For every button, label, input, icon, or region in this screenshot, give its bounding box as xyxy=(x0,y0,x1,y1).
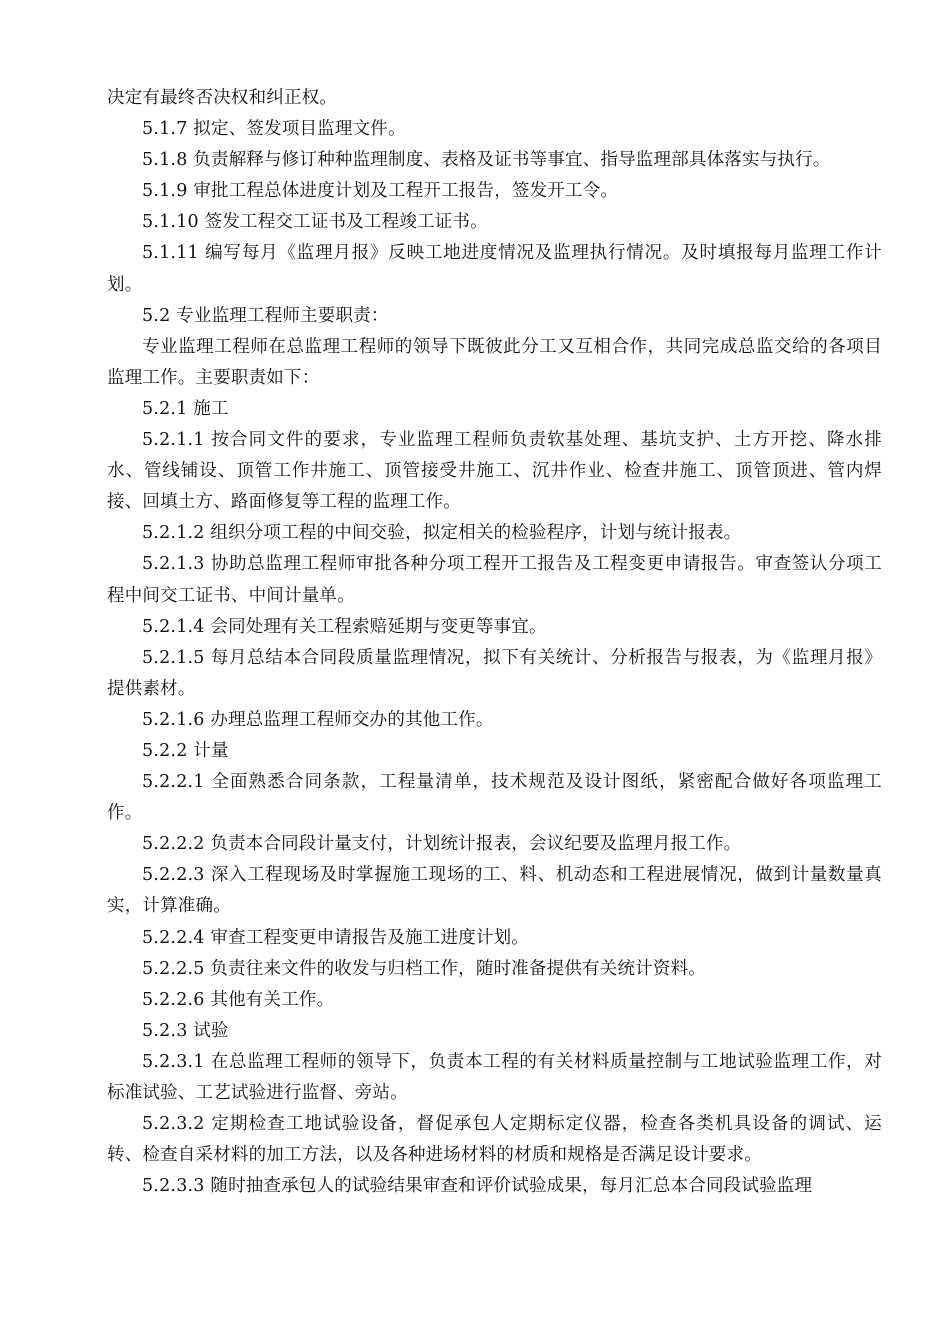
paragraph: 5.2.1.2 组织分项工程的中间交验，拟定相关的检验程序，计划与统计报表。 xyxy=(142,523,742,544)
paragraph: 5.2.1.1 按合同文件的要求，专业监理工程师负责软基处理、基坑支护、土方开挖、降水排水、管线铺设、顶管工作井施工、顶管接受井施工、沉井作业、检查井施工、顶管顶进、管内焊接、回填土方、路面修复等工程的监理工作。 xyxy=(107,430,882,513)
section-heading: 5.2.3 试验 xyxy=(142,1020,229,1041)
paragraph: 决定有最终否决权和纠正权。 xyxy=(107,88,338,108)
paragraph: 5.2.3.1 在总监理工程师的领导下，负责本工程的有关材料质量控制与工地试验监理工作，对标准试验、工艺试验进行监督、旁站。 xyxy=(107,1051,882,1103)
paragraph: 5.2.1.6 办理总监理工程师交办的其他工作。 xyxy=(142,709,494,730)
paragraph: 5.2.2.5 负责往来文件的收发与归档工作，随时准备提供有关统计资料。 xyxy=(142,958,706,979)
paragraph: 5.1.10 签发工程交工证书及工程竣工证书。 xyxy=(142,212,488,233)
paragraph: 专业监理工程师在总监理工程师的领导下既彼此分工又互相合作，共同完成总监交给的各项目监理工作。主要职责如下： xyxy=(107,336,882,388)
document-body xyxy=(107,83,882,1202)
paragraph: 5.1.9 审批工程总体进度计划及工程开工报告，签发开工令。 xyxy=(142,181,619,202)
paragraph: 5.2.1.4 会同处理有关工程索赔延期与变更等事宜。 xyxy=(142,616,547,637)
paragraph: 5.2.3.3 随时抽查承包人的试验结果审查和评价试验成果，每月汇总本合同段试验监理 xyxy=(142,1176,813,1197)
paragraph: 5.1.11 编写每月《监理月报》反映工地进度情况及监理执行情况。及时填报每月监理工作计划。 xyxy=(107,243,882,295)
section-heading: 5.2.2 计量 xyxy=(142,740,229,761)
paragraph: 5.2.2.6 其他有关工作。 xyxy=(142,989,335,1010)
paragraph: 5.2.3.2 定期检查工地试验设备，督促承包人定期标定仪器，检查各类机具设备的调试、运转、检查自采材料的加工方法，以及各种进场材料的材质和规格是否满足设计要求。 xyxy=(107,1114,882,1166)
section-heading: 5.2 专业监理工程师主要职责： xyxy=(142,305,389,326)
paragraph: 5.2.2.1 全面熟悉合同条款，工程量清单，技术规范及设计图纸，紧密配合做好各项监理工作。 xyxy=(107,772,882,824)
paragraph: 5.2.1.3 协助总监理工程师审批各种分项工程开工报告及工程变更申请报告。审查签认分项工程中间交工证书、中间计量单。 xyxy=(107,554,882,606)
section-heading: 5.2.1 施工 xyxy=(142,398,229,419)
paragraph: 5.2.2.2 负责本合同段计量支付，计划统计报表，会议纪要及监理月报工作。 xyxy=(142,834,742,855)
paragraph: 5.1.7 拟定、签发项目监理文件。 xyxy=(142,119,406,140)
paragraph: 5.2.1.5 每月总结本合同段质量监理情况，拟下有关统计、分析报告与报表，为《监理月报》提供素材。 xyxy=(107,647,882,699)
paragraph: 5.2.2.3 深入工程现场及时掌握施工现场的工、料、机动态和工程进展情况，做到计量数量真实，计算准确。 xyxy=(107,865,882,917)
paragraph: 5.2.2.4 审查工程变更申请报告及施工进度计划。 xyxy=(142,927,529,948)
paragraph: 5.1.8 负责解释与修订种种监理制度、表格及证书等事宜、指导监理部具体落实与执行。 xyxy=(142,150,831,171)
